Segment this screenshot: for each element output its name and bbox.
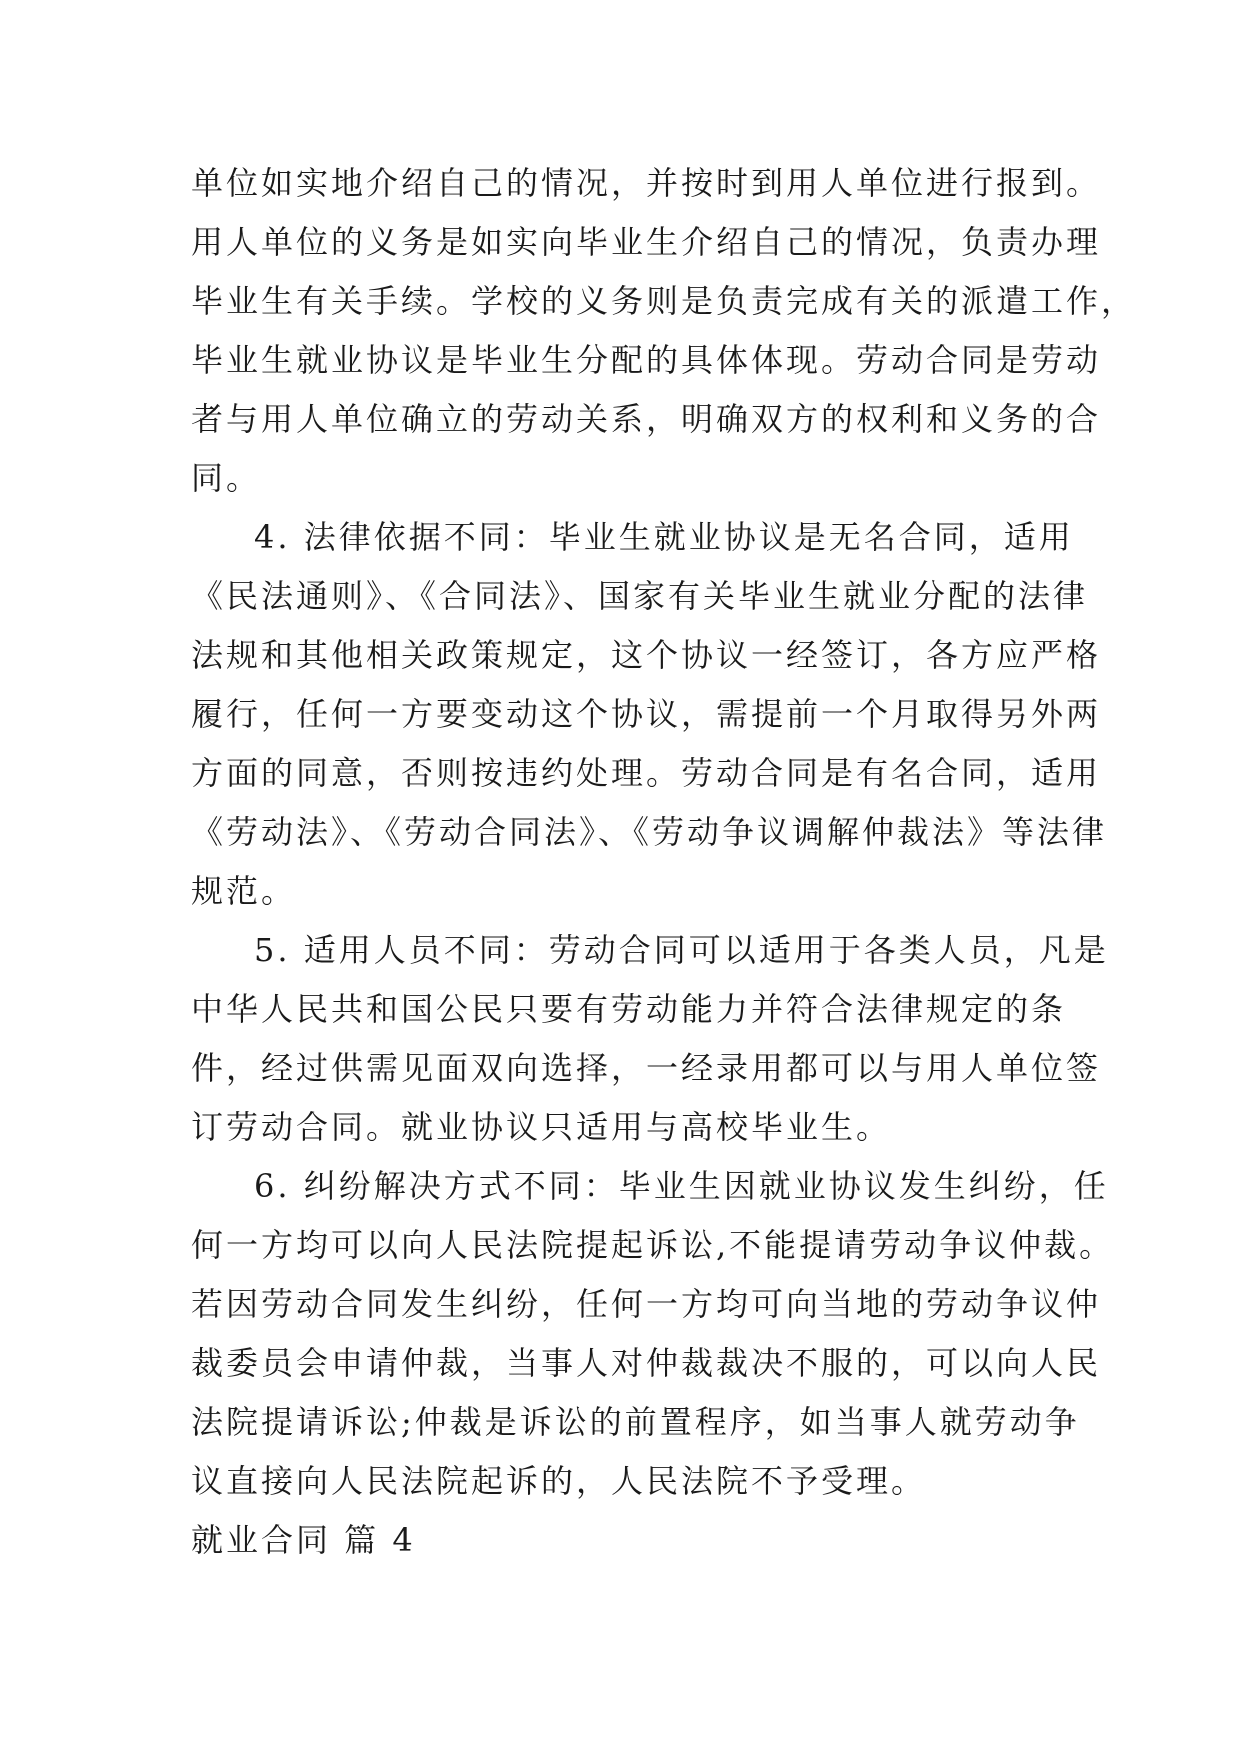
body-text-line: 履行，任何一方要变动这个协议，需提前一个月取得另外两 [191, 695, 1102, 733]
body-text-line: 《民法通则》、《合同法》、国家有关毕业生就业分配的法律 [191, 577, 1089, 615]
body-text-line: 者与用人单位确立的劳动关系，明确双方的权利和义务的合 [191, 400, 1102, 438]
body-text-line: 何一方均可以向人民法院提起诉讼,不能提请劳动争议仲裁。 [191, 1226, 1115, 1264]
numbered-point-6-line: 6. 纠纷解决方式不同：毕业生因就业协议发生纠纷，任 [254, 1167, 1109, 1205]
section-heading: 就业合同 篇 4 [191, 1521, 416, 1559]
numbered-point-4-line: 4. 法律依据不同：毕业生就业协议是无名合同，适用 [254, 518, 1074, 556]
body-text-line: 件，经过供需见面双向选择，一经录用都可以与用人单位签 [191, 1049, 1102, 1087]
body-text-line: 中华人民共和国公民只要有劳动能力并符合法律规定的条 [191, 990, 1067, 1028]
numbered-point-5-line: 5. 适用人员不同：劳动合同可以适用于各类人员，凡是 [254, 931, 1109, 969]
body-text-line: 法院提请诉讼;仲裁是诉讼的前置程序，如当事人就劳动争 [191, 1403, 1080, 1441]
body-text-line: 法规和其他相关政策规定，这个协议一经签订，各方应严格 [191, 636, 1102, 674]
body-text-line: 毕业生有关手续。学校的义务则是负责完成有关的派遣工作， [191, 282, 1137, 320]
body-text-line: 毕业生就业协议是毕业生分配的具体体现。劳动合同是劳动 [191, 341, 1102, 379]
body-text-line: 规范。 [191, 872, 297, 910]
body-text-line: 订劳动合同。就业协议只适用与高校毕业生。 [191, 1108, 892, 1146]
body-text-line: 裁委员会申请仲裁，当事人对仲裁裁决不服的，可以向人民 [191, 1344, 1102, 1382]
body-text-line: 议直接向人民法院起诉的，人民法院不予受理。 [191, 1462, 927, 1500]
body-text-line: 同。 [191, 459, 262, 497]
body-text-line: 若因劳动合同发生纠纷，任何一方均可向当地的劳动争议仲 [191, 1285, 1102, 1323]
body-text-line: 方面的同意，否则按违约处理。劳动合同是有名合同，适用 [191, 754, 1102, 792]
body-text-line: 《劳动法》、《劳动合同法》、《劳动争议调解仲裁法》等法律 [191, 813, 1108, 851]
body-text-line: 单位如实地介绍自己的情况，并按时到用人单位进行报到。 [191, 164, 1102, 202]
body-text-line: 用人单位的义务是如实向毕业生介绍自己的情况，负责办理 [191, 223, 1102, 261]
